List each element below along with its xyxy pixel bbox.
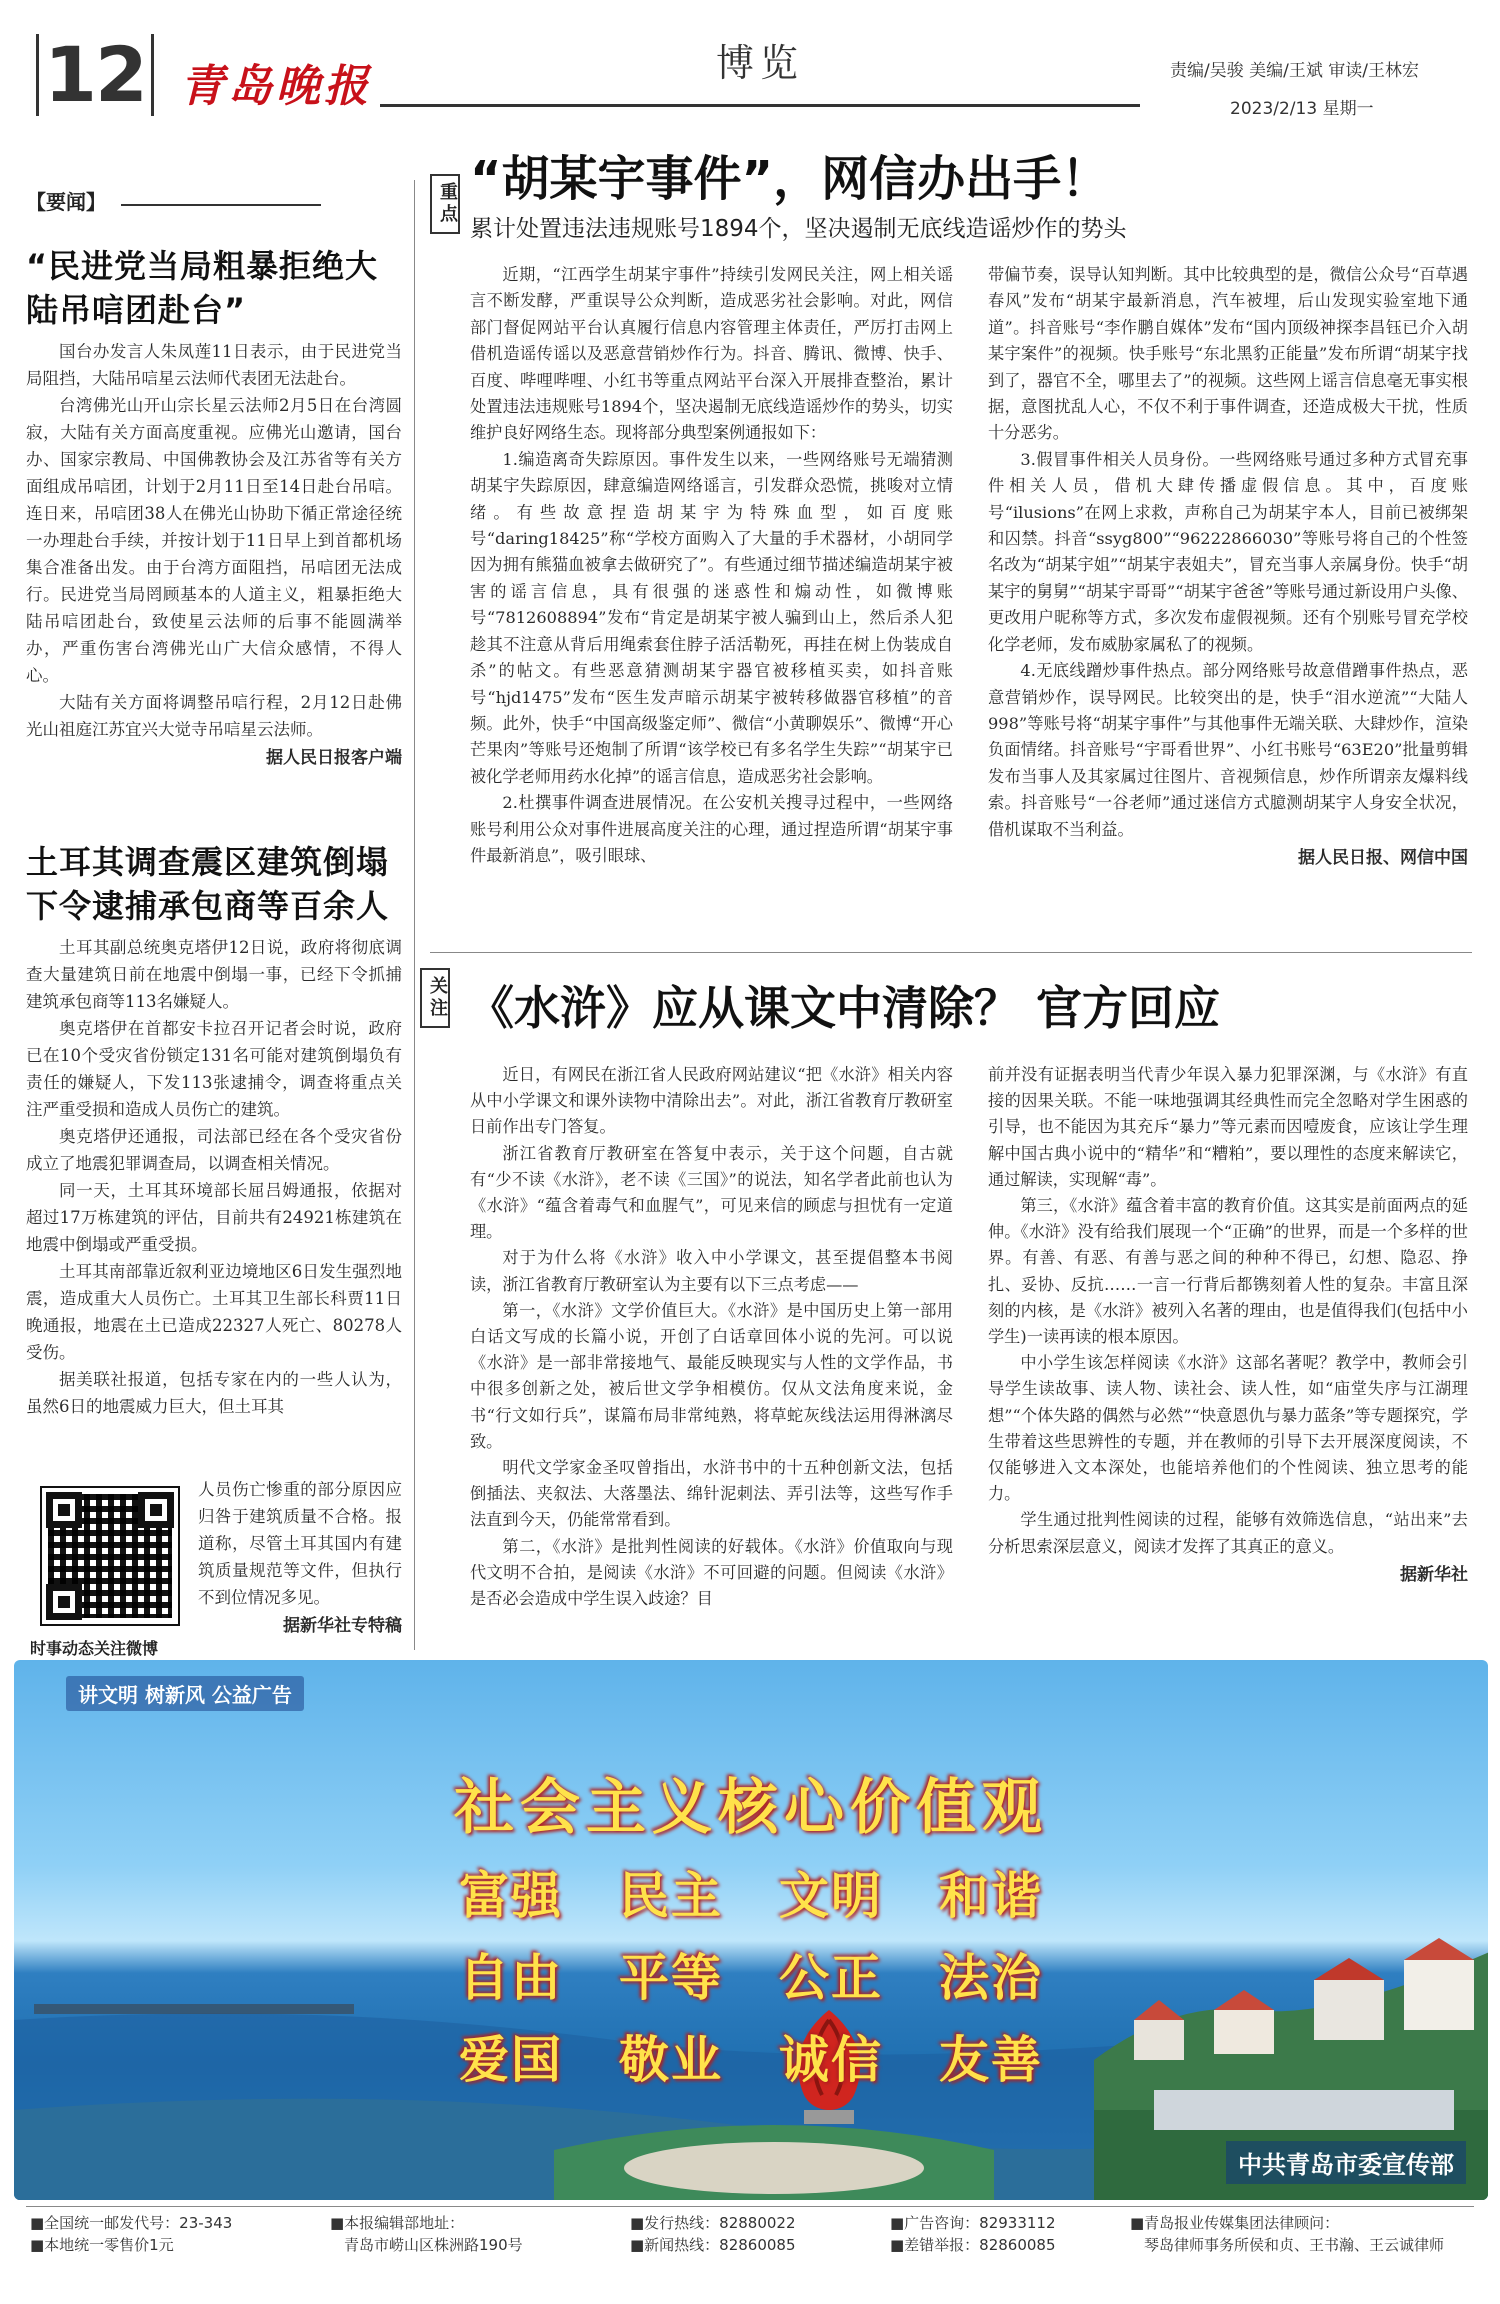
footer-text: ■广告咨询：82933112 [890,2214,1056,2232]
paragraph: 对于为什么将《水浒》收入中小学课文，甚至提倡整本书阅读，浙江省教育厅教研室认为主要有以下三点考虑—— [470,1248,953,1294]
main2-col1 [470,1062,953,1612]
paragraph: 大陆有关方面将调整吊唁行程，2月12日赴佛光山祖庭江苏宜兴大觉寺吊唁星云法师。 [26,693,402,739]
footer-text: ■新闻热线：82860085 [630,2236,796,2254]
qr-caption: 时事动态关注微博 [30,1639,159,1658]
article2-body [26,934,402,1420]
footer-text: ■差错举报：82860085 [890,2236,1056,2254]
focus-tag: 重点 [430,174,460,234]
paragraph: 近期，“江西学生胡某宇事件”持续引发网民关注，网上相关谣言不断发酵，严重误导公众判断，造成恶劣社会影响。对此，网信部门督促网站平台认真履行信息内容管理主体责任，严厉打击网上借机造谣传谣以及恶意营销炒作行为。抖音、腾讯、微博、快手、百度、哔哩哔哩、小红书等重点网站平台深入开展排查整治，累计处置违法违规账号1894个，坚决遏制无底线造谣炒作的势头，切实维护良好网络生态。现将部分典型案例通报如下： [470,265,953,443]
paragraph: 同一天，土耳其环境部长屈吕姆通报，依据对超过17万栋建筑的评估，目前共有24921栋建筑在地震中倒塌或严重受损。 [26,1181,402,1254]
label-rule [121,204,321,206]
main1-title: “胡某宇事件”，网信办出手！ [470,151,1110,207]
core-value: 平等 [619,1949,723,2007]
core-value: 敬业 [619,2031,723,2089]
footer-text: ■青岛报业传媒集团法律顾问： [1130,2214,1340,2232]
paragraph: 土耳其副总统奥克塔伊12日说，政府将彻底调查大量建筑日前在地震中倒塌一事，已经下令抓捕建筑承包商等113名嫌疑人。 [26,938,402,1011]
main2-col2 [988,1062,1468,1588]
paragraph: 国台办发言人朱凤莲11日表示，由于民进党当局阻挡，大陆吊唁星云法师代表团无法赴台。 [26,342,402,388]
core-value: 友善 [939,2031,1043,2089]
footer-text: ■本报编辑部地址： [330,2214,465,2232]
core-value: 文明 [779,1867,883,1925]
paragraph: 浙江省教育厅教研室在答复中表示，关于这个问题，自古就有“少不读《水浒》，老不读《三国》”的说法，知名学者此前也认为《水浒》“蕴含着毒气和血腥气”，可见来信的顾虑与担忧有一定道理。 [470,1143,953,1242]
main1-subtitle: 累计处置违法违规账号1894个，坚决遏制无底线造谣炒作的势头 [470,216,1127,242]
paragraph: 1.编造离奇失踪原因。事件发生以来，一些网络账号无端猜测胡某宇失踪原因，肆意编造网络谣言，引发群众恐慌，挑唆对立情绪。有些故意捏造胡某宇为特殊血型，如百度账号“daring18425”称“学校方面购入了大量的手术器材，小胡同学因为拥有熊猫血被拿去做研究了”。有些通过细节描述编造胡某宇被害的谣言信息，具有很强的迷惑性和煽动性，如微博账号“7812608894”发布“肯定是胡某宇被人骗到山上，然后杀人犯趁其不注意从背后用绳索套住脖子活活勒死，再挂在树上伪装成自杀”的帖文。有些恶意猜测胡某宇器官被移植买卖，如抖音账号“hjd1475”发布“医生发声暗示胡某宇被转移做器官移植”的音频。此外，快手“中国高级鉴定师”、微信“小黄聊娱乐”、微博“开心芒果肉”等账号还炮制了所谓“该学校已有多名学生失踪”“胡某宇已被化学老师用药水化掉”的谣言信息，造成恶劣社会影响。 [470,449,953,786]
paragraph: 学生通过批判性阅读的过程，能够有效筛选信息，“站出来”去分析思索深层意义，阅读才发挥了其真正的意义。 [988,1510,1468,1556]
qr-finder [46,1584,82,1620]
main1-col1 [470,262,953,869]
footer-block-1 [30,2212,232,2256]
editor-credits: 责编/吴骏 美编/王斌 审读/王林宏 [1170,61,1419,81]
page-number: 12 [36,34,154,116]
attention-tag: 关注 [420,968,450,1028]
paragraph: 2.杜撰事件调查进展情况。在公安机关搜寻过程中，一些网络账号利用公众对事件进展高度关注的心理，通过捏造所谓“胡某宇事件最新消息”，吸引眼球、 [470,793,953,865]
qr-finder [138,1492,174,1528]
paragraph: 中小学生该怎样阅读《水浒》这部名著呢？教学中，教师会引导学生读故事、读人物、读社会、读人性，如“庙堂失序与江湖理想”“个体失路的偶然与必然”“快意恩仇与暴力蓝条”等专题探究，学生带着这些思辨性的专题，并在教师的引导下去开展深度阅读，不仅能够进入文本深处，也能培养他们的个性阅读、独立思考的能力。 [988,1353,1468,1504]
paragraph: 第二，《水浒》是批判性阅读的好载体。《水浒》价值取向与现代文明不合拍，是阅读《水浒》不可回避的问题。但阅读《水浒》是否必会造成中学生误入歧途？目 [470,1536,953,1609]
paragraph: 第一，《水浒》文学价值巨大。《水浒》是中国历史上第一部用白话文写成的长篇小说，开创了白话章回体小说的先河。可以说《水浒》是一部非常接地气、最能反映现实与人性的文学作品，书中很多创新之处，被后世文学争相模仿。仅从文法角度来说，金书“行文如行兵”，谋篇布局非常纯熟，将草蛇灰线法运用得淋漓尽致。 [470,1300,953,1451]
column-divider [414,180,415,1650]
main2-title: 《水浒》应从课文中清除？ 官方回应 [468,981,1221,1035]
paragraph: 据美联社报道，包括专家在内的一些人认为，虽然6日的地震威力巨大，但土耳其 [26,1370,402,1416]
ad-tag: 讲文明 树新风 公益广告 [66,1676,304,1711]
paragraph: 土耳其南部靠近叙利亚边境地区6日发生强烈地震，造成重大人员伤亡。土耳其卫生部长科贾11日晚通报，地震在土已造成22327人死亡、80278人受伤。 [26,1262,402,1362]
news-label [26,186,402,215]
section-title: 博览 [715,41,804,85]
article2-title: 土耳其调查震区建筑倒塌下令逮捕承包商等百余人 [26,843,390,925]
paragraph: 人员伤亡惨重的部分原因应归咎于建筑质量不合格。报道称，尽管土耳其国内有建筑质量规范等文件，但执行不到位情况多见。 [198,1480,402,1607]
ad-title: 社会主义核心价值观 [454,1773,1048,1843]
footer-text: ■本地统一零售价1元 [30,2236,174,2254]
header-rule [380,104,1140,107]
core-value: 公正 [779,1949,883,2007]
core-value: 民主 [619,1867,723,1925]
footer-text: ■发行热线：82880022 [630,2214,796,2232]
news-label-text: 【要闻】 [26,190,106,214]
article2-source: 据新华社专特稿 [283,1616,402,1636]
newspaper-logo: 青岛晚报 [180,61,372,112]
qr-finder [46,1492,82,1528]
footer-rule [26,2206,1474,2207]
paragraph: 带偏节奏，误导认知判断。其中比较典型的是，微信公众号“百草遇春风”发布“胡某宇最新消息，汽车被埋，后山发现实验室地下通道”。抖音账号“李作鹏自媒体”发布“国内顶级神探李昌钰已介入胡某宇案件”的视频。快手账号“东北黑豹正能量”发布所谓“胡某宇找到了，器官不全，哪里去了”的视频。这些网上谣言信息毫无事实根据，意图扰乱人心，不仅不利于事件调查，还造成极大干扰，性质十分恶劣。 [988,265,1468,443]
footer-block-2 [330,2212,523,2256]
paragraph: 第三，《水浒》蕴含着丰富的教育价值。这其实是前面两点的延伸。《水浒》没有给我们展现一个“正确”的世界，而是一个多样的世界。有善、有恶、有善与恶之间的种种不得已，幻想、隐忍、挣扎、妥协、反抗……一言一行背后都镌刻着人性的复杂。丰富且深刻的内核，是《水浒》被列入名著的理由，也是值得我们(包括中小学生)一读再读的根本原因。 [988,1196,1468,1347]
main1-source: 据人民日报、网信中国 [1298,847,1468,868]
core-value: 诚信 [779,2031,883,2089]
article1-body [26,338,402,772]
core-value: 法治 [939,1949,1043,2007]
footer-block-5 [1130,2212,1444,2256]
article2-tail [198,1476,402,1640]
paragraph: 近日，有网民在浙江省人民政府网站建议“把《水浒》相关内容从中小学课文和课外读物中清除出去”。对此，浙江省教育厅教研室日前作出专门答复。 [470,1065,953,1137]
public-service-ad [14,1660,1488,2200]
core-value: 富强 [459,1867,563,1925]
paragraph: 台湾佛光山开山宗长星云法师2月5日在台湾圆寂，大陆有关方面高度重视。应佛光山邀请，国台办、国家宗教局、中国佛教协会及江苏省等有关方面组成吊唁团，计划于2月11日至14日赴台吊唁。连日来，吊唁团38人在佛光山协助下循正常途径统一办理赴台手续，并按计划于11日早上到首都机场集合准备出发。由于台湾方面阻挡，吊唁团无法成行。民进党当局罔顾基本的人道主义，粗暴拒绝大陆吊唁团赴台，致使星云法师的后事不能圆满举办，严重伤害台湾佛光山广大信众感情，不得人心。 [26,396,402,685]
article1-title: “民进党当局粗暴拒绝大陆吊唁团赴台” [26,247,379,329]
footer-block-4 [890,2212,1056,2256]
issue-date: 2023/2/13 星期一 [1230,99,1374,119]
paragraph: 奥克塔伊在首都安卡拉召开记者会时说，政府已在10个受灾省份锁定131名可能对建筑倒塌负有责任的嫌疑人，下发113张逮捕令，调查将重点关注严重受损和造成人员伤亡的建筑。 [26,1019,402,1119]
main1-col2 [988,262,1468,871]
core-values-grid [14,1856,1488,2092]
footer-text: 琴岛律师事务所侯和贞、王书瀚、王云诚律师 [1144,2236,1445,2254]
paragraph: 明代文学家金圣叹曾指出，水浒书中的十五种创新文法，包括倒插法、夹叙法、大落墨法、绵针泥刺法、弄引法等，这些写作手法直到今天，仍能常常看到。 [470,1458,953,1530]
paragraph: 4.无底线蹭炒事件热点。部分网络账号故意借蹭事件热点，恶意营销炒作，误导网民。比较突出的是，快手“泪水逆流”“大陆人998”等账号将“胡某宇事件”与其他事件无端关联、大肆炒作，渲染负面情绪。抖音账号“宇哥看世界”、小红书账号“63E20”批量剪辑发布当事人及其家属过往图片、音视频信息，炒作所谓亲友爆料线索。抖音账号“一谷老师”通过迷信方式臆测胡某宇人身安全状况，借机谋取不当利益。 [988,661,1468,839]
ad-organization: 中共青岛市委宣传部 [1226,2141,1466,2184]
paragraph: 奥克塔伊还通报，司法部已经在各个受灾省份成立了地震犯罪调查局，以调查相关情况。 [26,1127,402,1173]
main2-source: 据新华社 [1400,1564,1468,1585]
paragraph: 3.假冒事件相关人员身份。一些网络账号通过多种方式冒充事件相关人员，借机大肆传播虚假信息。其中，百度账号“ilusions”在网上求救，声称自己为胡某宇本人，目前已被绑架和囚禁。抖音“ssyg800”“96222866030”等账号将自己的个性签名改为“胡某宇姐”“胡某宇表姐夫”，冒充当事人亲属身份。快手“胡某宇的舅舅”“胡某宇哥哥”“胡某宇爸爸”等账号通过新设用户头像、更改用户昵称等方式，多次发布虚假视频。还有个别账号冒充学校化学老师，发布威胁家属私了的视频。 [988,449,1468,654]
qr-code[interactable] [42,1488,178,1624]
footer-text: 青岛市崂山区株洲路190号 [344,2236,523,2254]
article1-source: 据人民日报客户端 [266,748,402,768]
core-value: 爱国 [459,2031,563,2089]
footer-text: ■全国统一邮发代号：23-343 [30,2214,233,2232]
core-value: 自由 [459,1949,563,2007]
core-value: 和谐 [939,1867,1043,1925]
paragraph: 前并没有证据表明当代青少年误入暴力犯罪深渊，与《水浒》有直接的因果关联。不能一味地强调其经典性而完全忽略对学生困惑的引导，也不能因为其充斥“暴力”等元素而因噎废食，应该让学生理解中国古典小说中的“精华”和“糟粕”，要以理性的态度来解读它，通过解读，实现解“毒”。 [988,1065,1468,1189]
section-divider [430,952,1472,953]
footer-block-3 [630,2212,796,2256]
